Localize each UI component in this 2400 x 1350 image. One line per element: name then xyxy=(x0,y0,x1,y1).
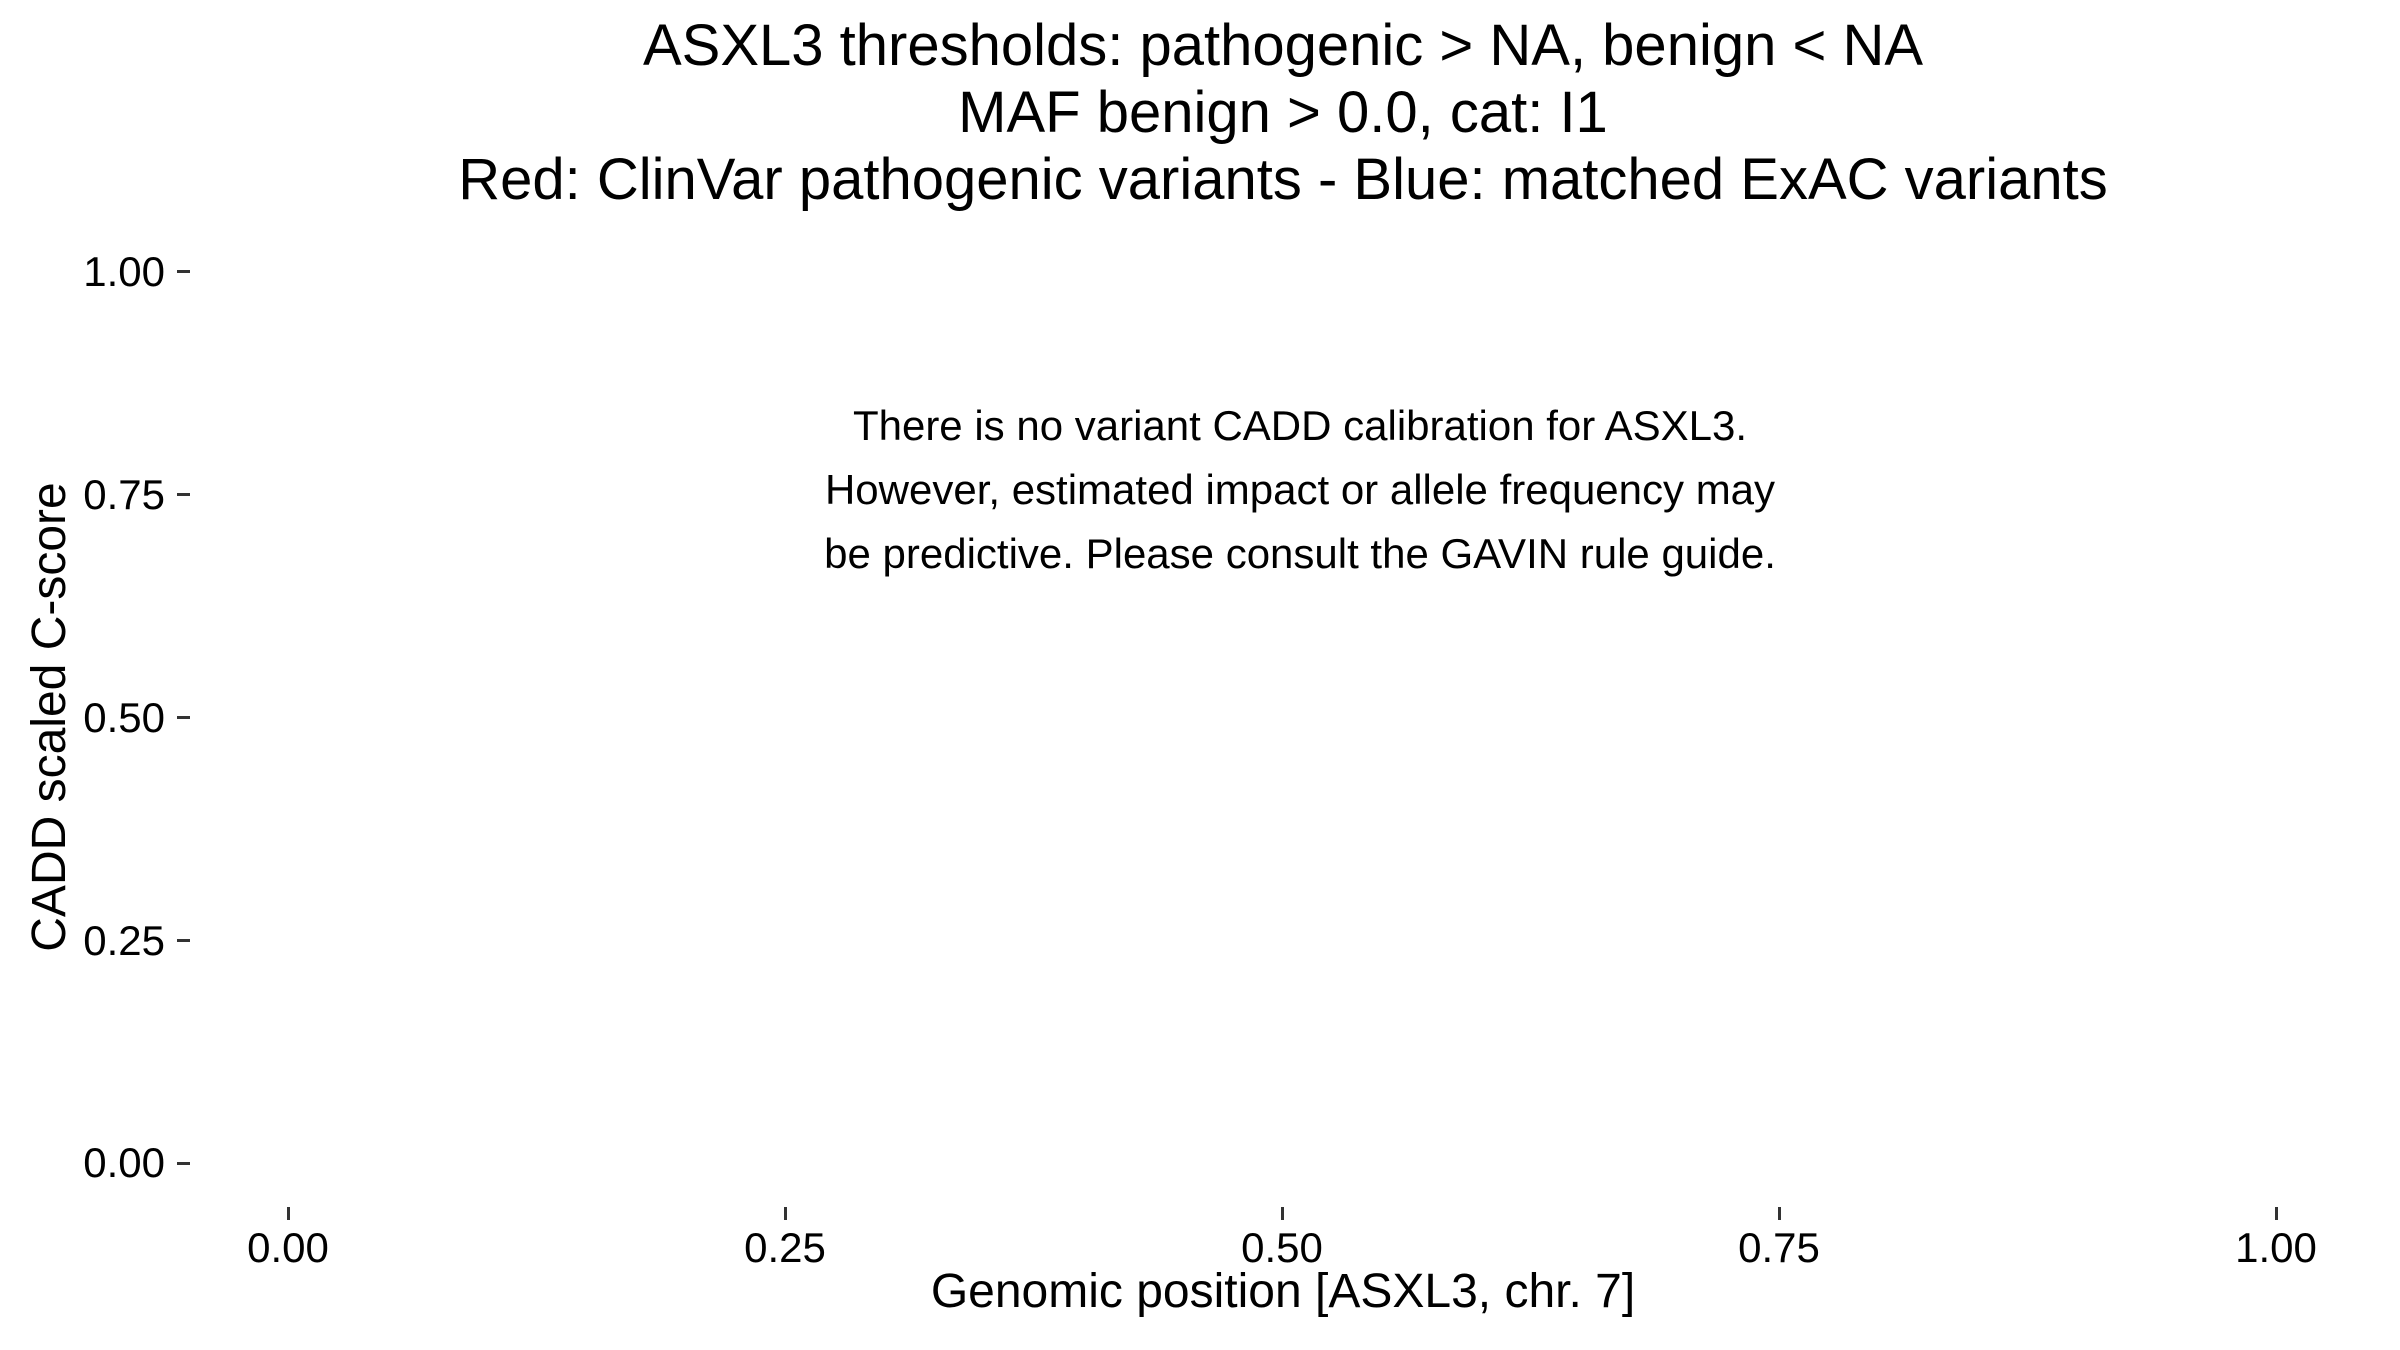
x-tick-mark xyxy=(1281,1207,1284,1220)
y-tick-label-0.50: 0.50 xyxy=(83,694,165,741)
no-calibration-annotation xyxy=(200,394,2400,586)
y-tick-mark xyxy=(177,716,190,719)
y-tick-label-0.75: 0.75 xyxy=(83,471,165,518)
annotation-line-3: be predictive. Please consult the GAVIN rule guide. xyxy=(824,530,1776,577)
x-tick-label-0.50: 0.50 xyxy=(1241,1224,1323,1271)
y-tick-mark xyxy=(177,493,190,496)
x-tick-label-0.75: 0.75 xyxy=(1738,1224,1820,1271)
x-tick-label-0.25: 0.25 xyxy=(744,1224,826,1271)
chart-title-line-3: Red: ClinVar pathogenic variants - Blue: matched ExAC variants xyxy=(458,147,2108,212)
y-tick-label-0.25: 0.25 xyxy=(83,917,165,964)
y-tick-mark xyxy=(177,1162,190,1165)
annotation-line-1: There is no variant CADD calibration for ASXL3. xyxy=(852,402,1748,449)
x-tick-mark xyxy=(784,1207,787,1220)
annotation-line-2: However, estimated impact or allele frequency may xyxy=(824,466,1776,513)
y-tick-label-0.00: 0.00 xyxy=(83,1139,165,1186)
x-tick-mark xyxy=(1778,1207,1781,1220)
x-axis-title: Genomic position [ASXL3, chr. 7] xyxy=(930,1265,1636,1318)
y-tick-mark xyxy=(177,939,190,942)
plot-panel xyxy=(189,227,2375,1207)
x-tick-label-0.00: 0.00 xyxy=(247,1224,329,1271)
y-axis-title-text: CADD scaled C-score xyxy=(23,482,76,952)
x-tick-mark xyxy=(287,1207,290,1220)
y-tick-mark xyxy=(177,270,190,273)
chart-title-line-1: ASXL3 thresholds: pathogenic > NA, benign < NA xyxy=(642,13,1924,78)
x-tick-mark xyxy=(2275,1207,2278,1220)
chart-title xyxy=(190,12,2376,213)
y-tick-label-1.00: 1.00 xyxy=(83,248,165,295)
x-tick-label-1.00: 1.00 xyxy=(2235,1224,2317,1271)
chart-title-line-2: MAF benign > 0.0, cat: I1 xyxy=(958,80,1608,145)
